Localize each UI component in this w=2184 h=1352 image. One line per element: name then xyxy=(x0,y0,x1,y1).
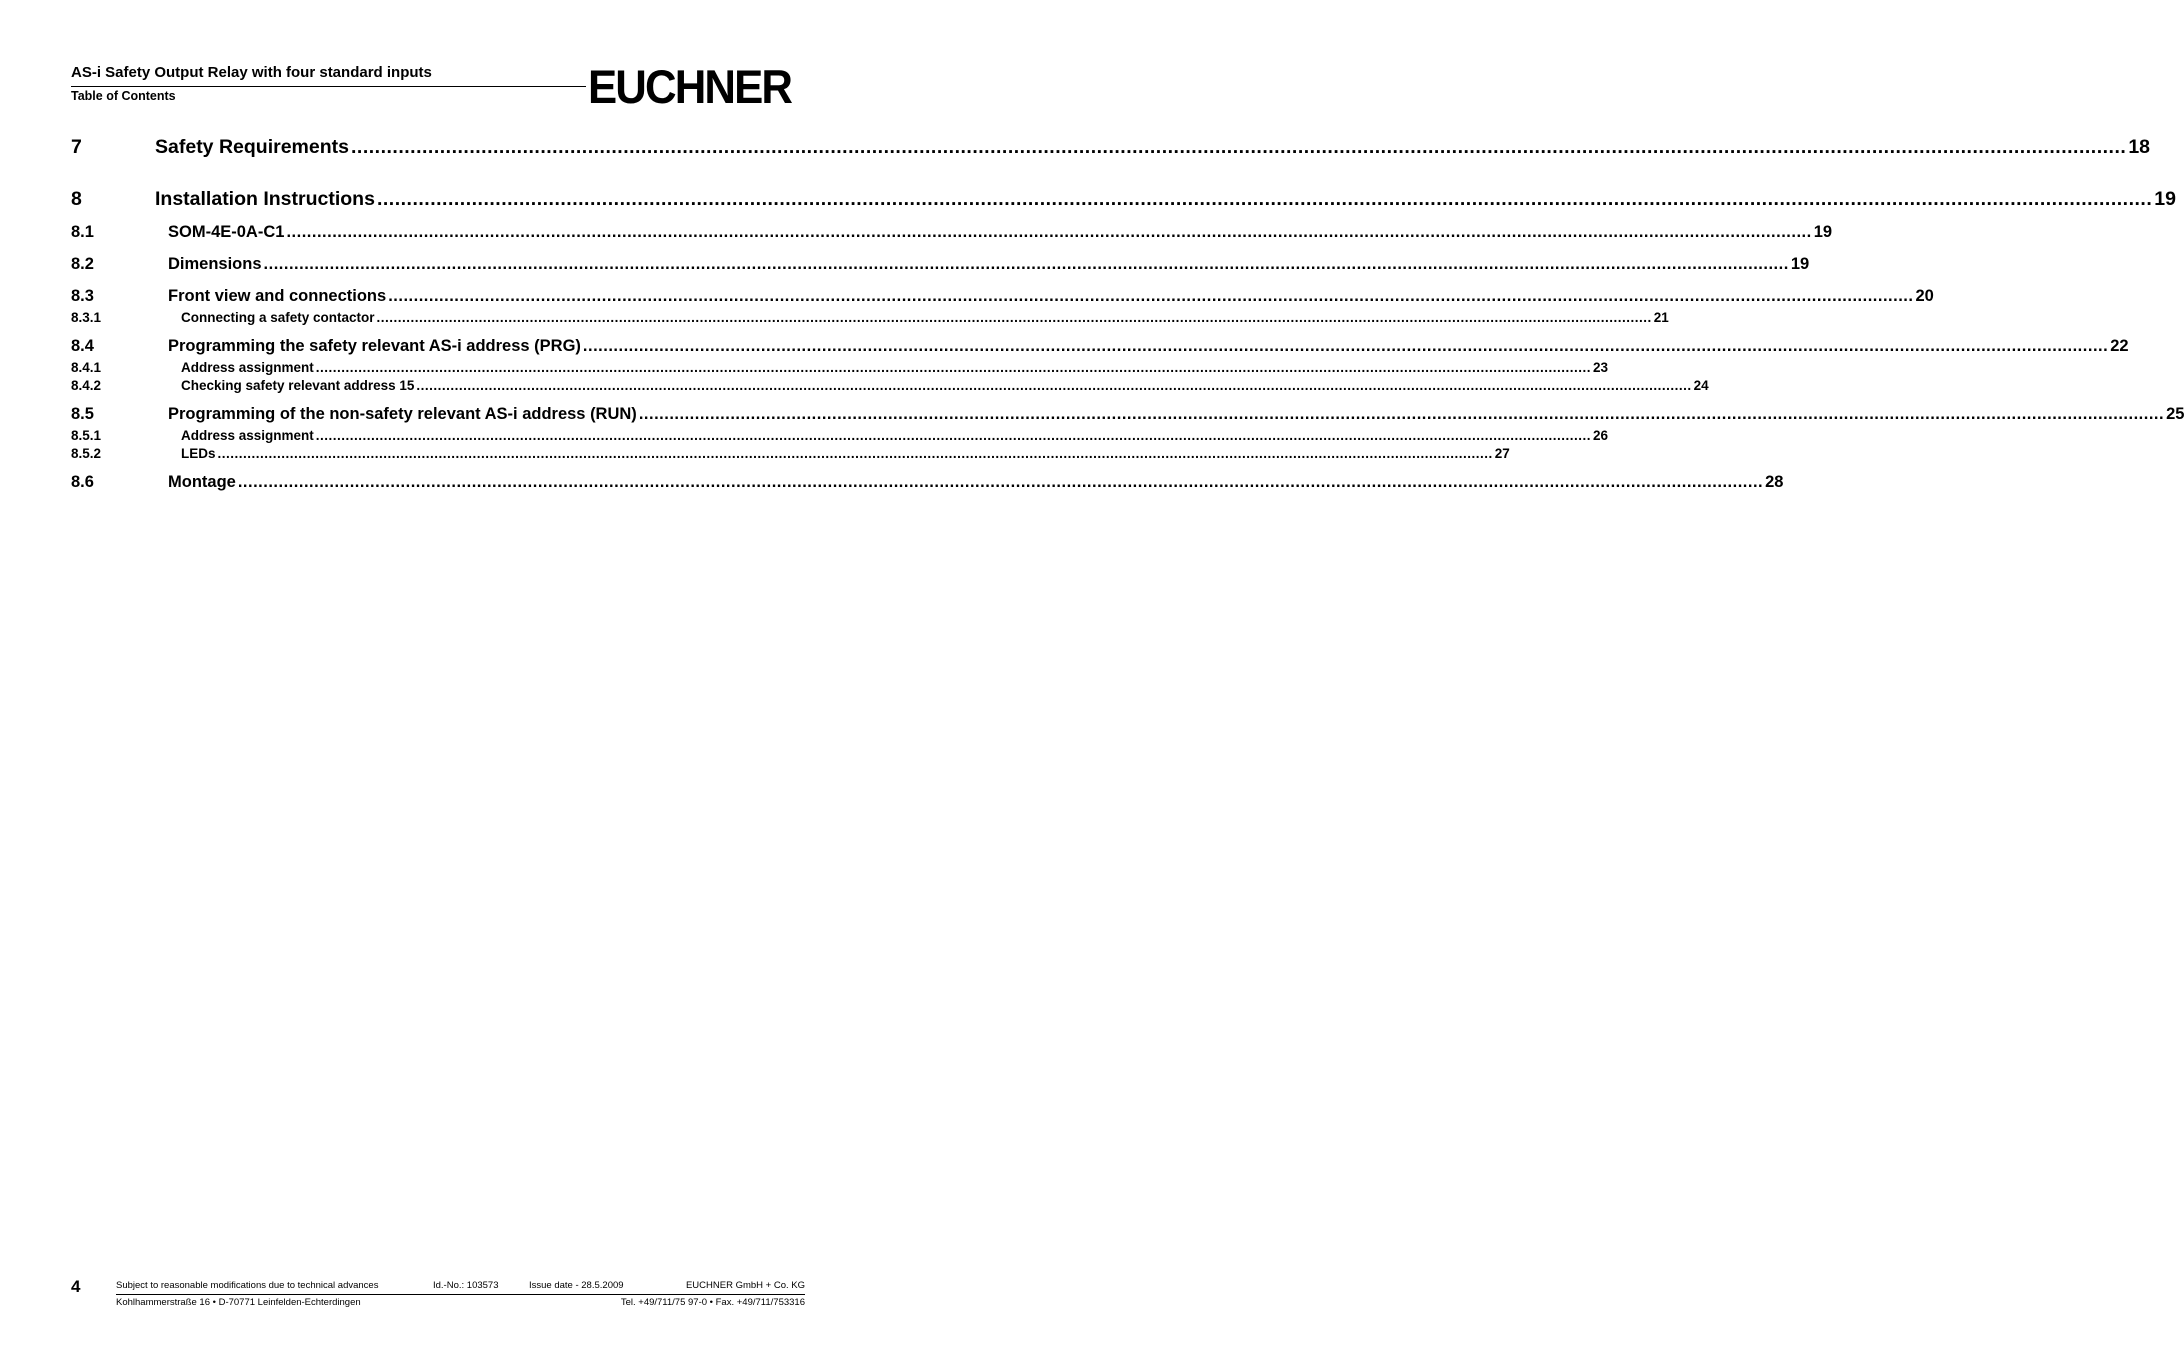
section-subtitle: Table of Contents xyxy=(71,89,176,103)
toc-number: 8 xyxy=(71,188,82,210)
toc-leader: ............................................................................................................................................................................................................................................................................................................ xyxy=(638,405,2165,423)
toc-page: 22 xyxy=(2110,337,2129,355)
toc-page: 18 xyxy=(2128,136,2151,158)
footer-address: Kohlhammerstraße 16 • D-70771 Leinfelden-Echterdingen xyxy=(116,1297,361,1308)
toc-leader: ............................................................................................................................................................................................................................................................................................................ xyxy=(217,446,1493,461)
toc-page: 19 xyxy=(2154,188,2176,210)
toc-page: 21 xyxy=(1653,310,1669,325)
toc-title: Address assignment xyxy=(181,428,314,443)
toc-title: Programming of the non-safety relevant AS-i address (RUN) xyxy=(168,405,637,423)
toc-number: 8.3 xyxy=(71,287,94,305)
toc-leader: ............................................................................................................................................................................................................................................................................................................ xyxy=(376,188,2153,210)
toc-title: Front view and connections xyxy=(168,287,387,305)
header-divider xyxy=(71,86,586,87)
toc-entry-8-3[interactable] xyxy=(71,287,1934,306)
toc-title: Checking safety relevant address 15 xyxy=(181,378,415,393)
toc-entry-8-1[interactable] xyxy=(71,223,1833,242)
toc-leader: ............................................................................................................................................................................................................................................................................................................ xyxy=(237,473,1764,491)
toc-number: 8.6 xyxy=(71,473,94,491)
toc-leader: ............................................................................................................................................................................................................................................................................................................ xyxy=(582,337,2109,355)
toc-title: Safety Requirements xyxy=(155,136,349,158)
toc-entry-8-5-1[interactable] xyxy=(71,428,1609,443)
toc-number: 7 xyxy=(71,136,82,158)
toc-number: 8.3.1 xyxy=(71,310,102,325)
toc-entry-8-3-1[interactable] xyxy=(71,310,1669,325)
toc-leader: ............................................................................................................................................................................................................................................................................................................ xyxy=(315,360,1592,375)
toc-leader: ............................................................................................................................................................................................................................................................................................................ xyxy=(376,310,1652,325)
toc-number: 8.5 xyxy=(71,405,94,423)
toc-page: 20 xyxy=(1915,287,1934,305)
euchner-logo: EUCHNER xyxy=(588,60,792,113)
toc-leader: ............................................................................................................................................................................................................................................................................................................ xyxy=(388,287,1914,305)
footer-company: EUCHNER GmbH + Co. KG xyxy=(685,1280,805,1291)
toc-number: 8.4 xyxy=(71,337,94,355)
toc-number: 8.1 xyxy=(71,223,94,241)
toc-title: Montage xyxy=(168,473,236,491)
toc-entry-8-4-1[interactable] xyxy=(71,360,1609,375)
footer-disclaimer: Subject to reasonable modifications due to technical advances xyxy=(116,1280,379,1291)
toc-leader: ............................................................................................................................................................................................................................................................................................................ xyxy=(350,136,2127,158)
toc-page: 23 xyxy=(1593,360,1609,375)
toc-entry-8[interactable] xyxy=(71,188,2176,211)
toc-page: 28 xyxy=(1765,473,1784,491)
footer-id-number: Id.-No.: 103573 xyxy=(433,1280,499,1291)
toc-number: 8.5.1 xyxy=(71,428,102,443)
toc-title: Address assignment xyxy=(181,360,314,375)
toc-entry-7[interactable] xyxy=(71,136,2151,159)
footer-contact: Tel. +49/711/75 97-0 • Fax. +49/711/753316 xyxy=(620,1297,805,1308)
footer-divider xyxy=(116,1294,805,1295)
toc-page: 26 xyxy=(1593,428,1609,443)
toc-entry-8-4[interactable] xyxy=(71,337,2129,356)
toc-entry-8-2[interactable] xyxy=(71,255,1810,274)
toc-page: 24 xyxy=(1693,378,1709,393)
toc-title: Dimensions xyxy=(168,255,262,273)
toc-number: 8.4.2 xyxy=(71,378,102,393)
toc-title: LEDs xyxy=(181,446,216,461)
toc-leader: ............................................................................................................................................................................................................................................................................................................ xyxy=(416,378,1692,393)
footer-issue-date: Issue date - 28.5.2009 xyxy=(529,1280,624,1291)
toc-leader: ............................................................................................................................................................................................................................................................................................................ xyxy=(315,428,1592,443)
toc-entry-8-5-2[interactable] xyxy=(71,446,1510,461)
toc-leader: ............................................................................................................................................................................................................................................................................................................ xyxy=(263,255,1789,273)
toc-entry-8-6[interactable] xyxy=(71,473,1784,492)
toc-entry-8-5[interactable] xyxy=(71,405,2184,424)
toc-title: SOM-4E-0A-C1 xyxy=(168,223,285,241)
toc-entry-8-4-2[interactable] xyxy=(71,378,1709,393)
toc-number: 8.2 xyxy=(71,255,94,273)
toc-page: 19 xyxy=(1790,255,1810,273)
toc-number: 8.4.1 xyxy=(71,360,102,375)
toc-title: Programming the safety relevant AS-i address (PRG) xyxy=(168,337,581,355)
toc-title: Connecting a safety contactor xyxy=(181,310,375,325)
toc-leader: ............................................................................................................................................................................................................................................................................................................ xyxy=(286,223,1812,241)
toc-page: 27 xyxy=(1494,446,1510,461)
toc-page: 25 xyxy=(2166,405,2184,423)
page-number: 4 xyxy=(71,1277,81,1296)
toc-number: 8.5.2 xyxy=(71,446,102,461)
document-title: AS-i Safety Output Relay with four standard inputs xyxy=(71,64,432,81)
toc-page: 19 xyxy=(1813,223,1833,241)
toc-title: Installation Instructions xyxy=(155,188,375,210)
